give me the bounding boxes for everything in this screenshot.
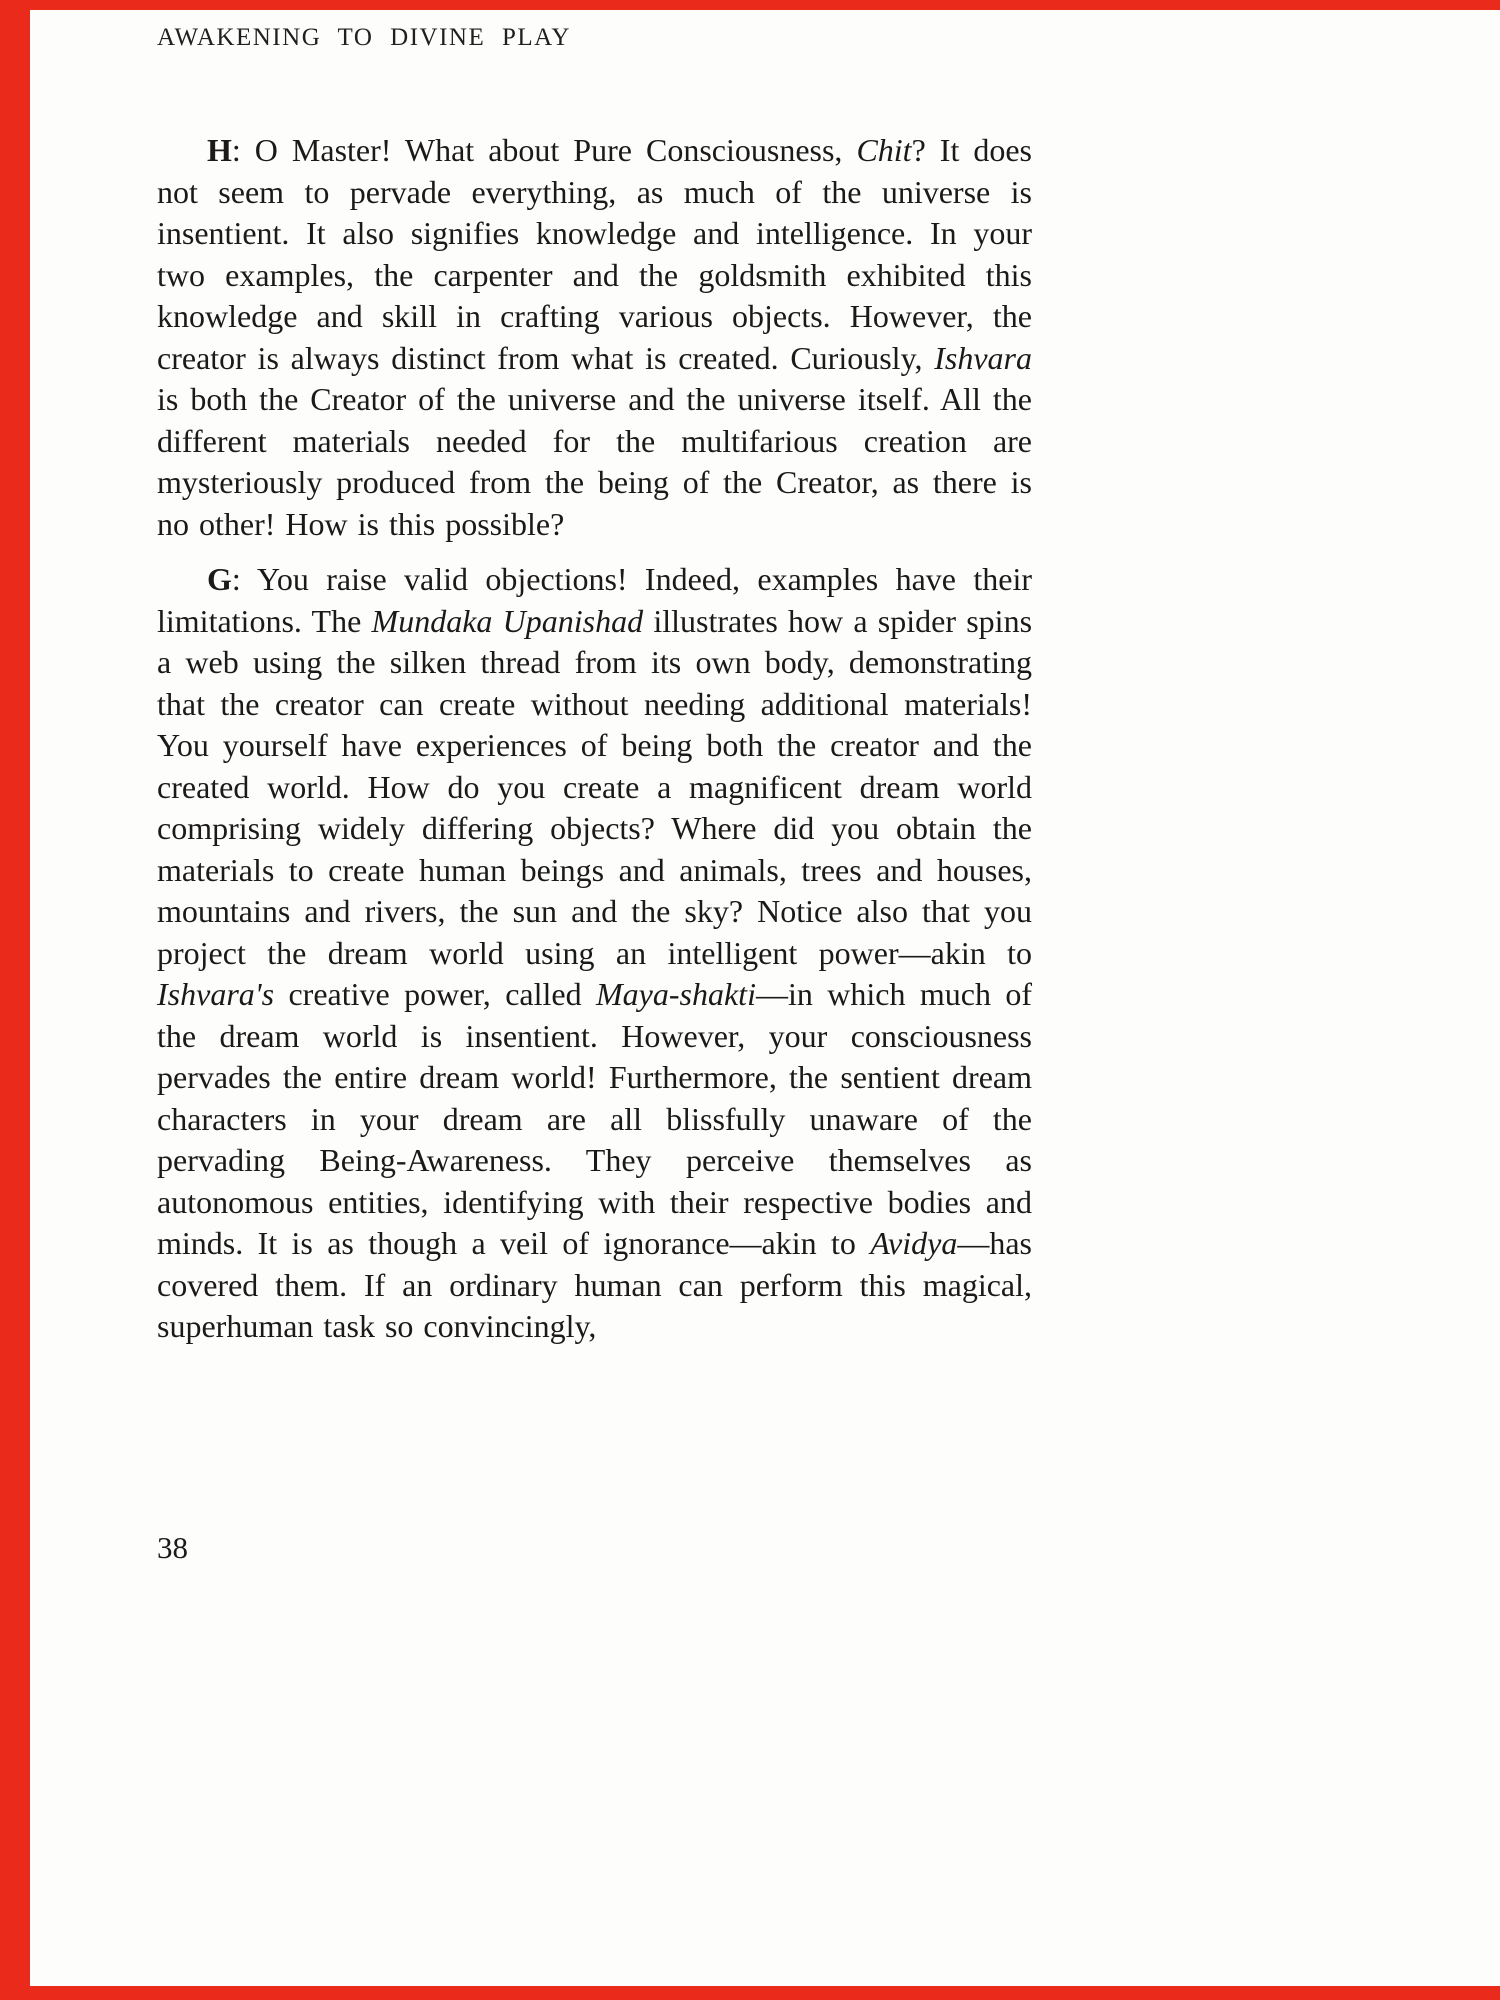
scan-edge-bottom: [0, 1986, 1500, 2000]
running-header: AWAKENING TO DIVINE PLAY: [157, 24, 571, 51]
paragraph-g: G: You raise valid objections! Indeed, examples have their limitations. The Mundaka Upanishad illustrates how a spider spins a web using the silken thread from its own body, demonstrating that the creator can create without needing additional materials! You yourself have experiences of being both the creator and the created world. How do you create a magnificent dream world comprising widely differing objects? Where did you obtain the materials to create human beings and animals, trees and houses, mountains and rivers, the sun and the sky? Notice also that you project the dream world using an intelligent power—akin to Ishvara's creative power, called Maya-shakti—in which much of the dream world is insentient. However, your consciousness pervades the entire dream world! Furthermore, the sentient dream characters in your dream are all blissfully unaware of the pervading Being-Awareness. They perceive themselves as autonomous entities, identifying with their respective bodies and minds. It is as though a veil of ignorance—akin to Avidya—has covered them. If an ordinary human can perform this magical, superhuman task so convincingly,: [157, 561, 1033, 1344]
page-number: 38: [157, 1530, 188, 1565]
scan-edge-top: [0, 0, 1500, 10]
body-text: [157, 130, 1032, 1348]
page-content: [157, 24, 1032, 1362]
paragraph-h: H: O Master! What about Pure Consciousness, Chit? It does not seem to pervade everything, as much of the universe is insentient. It also signifies knowledge and intelligence. In your two examples, the carpenter and the goldsmith exhibited this knowledge and skill in crafting various objects. However, the creator is always distinct from what is created. Curiously, Ishvara is both the Creator of the universe and the universe itself. All the different materials needed for the multifarious creation are mysteriously produced from the being of the Creator, as there is no other! How is this possible?: [157, 132, 1032, 542]
scan-edge-left: [0, 0, 30, 2000]
